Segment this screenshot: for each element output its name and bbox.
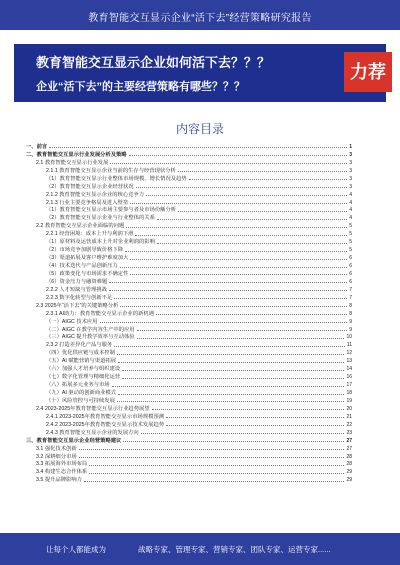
toc-entry-label: 2.3.1 AI助力：教育智能交互显示企业的新机遇 [46,310,155,317]
toc-entry-page: 1 [349,143,352,150]
toc-entry-page: 22 [346,421,352,428]
toc-entry-label: 2.4.3 教育智能交互显示企业的发展方向 [46,429,139,436]
toc-entry-label: （四）优化供应链与成本控制 [46,350,115,357]
toc-entry[interactable] [26,261,352,269]
toc-entry[interactable] [26,317,352,325]
toc-entry-page: 5 [349,239,352,246]
toc-entry-page: 6 [349,263,352,269]
toc-entry-page: 13 [346,358,352,365]
toc-entry[interactable] [26,229,352,237]
toc-leader-dots [110,163,347,164]
toc-leader-dots [156,314,347,315]
toc-leader-dots [166,425,344,426]
toc-entry[interactable] [26,190,352,198]
toc-entry[interactable] [26,166,352,174]
toc-entry-label: （1）教育智能交互显示行业整体市场规模、增长情况及趋势 [46,175,187,182]
toc-entry-label: （三）AIGC 提升教学效率与互动体验 [46,334,135,341]
toc-entry-label: 2.4.1 2023-2025年教育智能交互显示市场规模预测 [46,413,165,420]
toc-leader-dots [89,465,344,466]
toc-leader-dots [178,171,347,172]
toc-entry[interactable] [26,364,352,372]
banner-question-1: 教育智能交互显示企业如何活下去？？？ [36,55,271,70]
recommend-badge: 力荐 [344,52,392,92]
toc-leader-dots [89,473,344,474]
toc-leader-dots [141,433,345,434]
toc-entry-page: 6 [349,270,352,277]
toc-entry-label: 2.4 2023-2025年教育智能交互显示行业趋势展望 [36,405,150,412]
toc-entry[interactable] [26,444,352,452]
toc-entry[interactable] [26,269,352,277]
toc-entry[interactable] [26,340,352,348]
toc-entry[interactable] [26,420,352,428]
toc-entry-label: （九）AI 驱动的创新商业模式 [46,390,117,396]
toc-entry-page: 8 [349,302,352,309]
toc-entry-label: （七）数字化管理与精细化运营 [46,374,121,381]
toc-entry-page: 4 [349,215,352,222]
toc-leader-dots [125,251,347,252]
toc-leader-dots [137,338,345,339]
toc-entry-page: 10 [346,334,352,341]
toc-entry-label: （2）教育智能交互显示企业经营状况 [46,183,134,190]
toc-entry[interactable] [26,348,352,356]
toc-entry-label: 3.5 提升品牌影响力 [36,477,82,484]
toc-entry[interactable] [26,237,352,245]
toc-leader-dots [152,409,345,410]
toc-entry-page: 3 [349,151,352,158]
toc-leader-dots [157,243,347,244]
toc-entry-label: （2）市场竞争加剧导致价格下降 [46,247,124,254]
toc-entry-label: （6）资金压力与融资难题 [46,278,108,285]
toc-entry[interactable] [26,388,352,396]
toc-leader-dots [129,155,348,156]
toc-leader-dots [126,227,347,228]
toc-entry-label: 2.1.1 教育智能交互显示企业当前的生存与经营现状分析 [46,167,176,174]
toc-leader-dots [112,386,345,387]
toc-leader-dots [135,235,347,236]
toc-entry-page: 9 [349,326,352,333]
toc-entry[interactable] [26,277,352,285]
toc-entry-page: 3 [349,175,352,182]
toc-entry-page: 27 [346,445,352,452]
toc-entry[interactable] [26,285,352,293]
toc-entry[interactable] [26,150,352,158]
toc-entry-label: （1）原材料及运营成本上升对企业利润的影响 [46,239,155,246]
toc-entry-label: 2.2.3 数字化转型与创新不足 [46,294,113,301]
toc-entry-page: 20 [346,405,352,412]
toc-entry[interactable] [26,396,352,404]
toc-entry-label: （五）AI 赋能营销与渠道拓展 [46,358,117,365]
toc-entry[interactable] [26,460,352,468]
toc-entry-page: 8 [349,310,352,317]
toc-leader-dots [123,441,344,442]
toc-entry-label: 3.3 拓展海外市场布局 [36,461,88,468]
toc-entry-label: （3）渠道拓展及客户维护难度加大 [46,255,129,262]
toc-entry[interactable] [26,293,352,301]
toc-entry[interactable] [26,301,352,309]
toc-entry-page: 14 [346,366,352,373]
toc-entry-page: 5 [349,247,352,254]
toc-entry[interactable] [26,333,352,341]
toc-entry-page: 12 [346,350,352,357]
toc-entry-page: 27 [346,437,352,444]
toc-leader-dots [130,203,347,204]
toc-entry[interactable] [26,380,352,388]
toc-entry-page: 16 [346,374,352,381]
toc-entry-label: （二）AIGC 在教学内容生产中的应用 [46,326,135,333]
toc-entry-page: 7 [349,286,352,293]
toc-entry[interactable] [26,467,352,475]
toc-entry[interactable] [26,372,352,380]
toc-entry[interactable] [26,325,352,333]
toc-entry-page: 11 [346,342,352,349]
toc-leader-dots [146,195,347,196]
toc-leader-dots [122,370,344,371]
toc-entry[interactable] [26,142,352,150]
toc-entry-label: 三、教育智能交互显示企业经营策略建议 [26,437,122,444]
toc-entry-page: 5 [349,231,352,238]
footer-bar [0,533,400,565]
toc-leader-dots [157,219,347,220]
toc-leader-dots [79,457,345,458]
toc-leader-dots [49,147,347,148]
toc-entry-label: 2.4.2 2023-2025年教育智能交互显示技术发展趋势 [46,421,165,428]
toc-entry-page: 4 [349,191,352,198]
toc-entry[interactable] [26,309,352,317]
toc-entry-page: 21 [346,413,352,420]
toc-leader-dots [114,298,347,299]
toc-entry-label: （六）加强人才培养与组织建设 [46,366,121,373]
toc-entry-label: 2.2.1 经营困境：成本上升与利润下滑 [46,231,134,238]
toc-leader-dots [130,259,347,260]
toc-entry-label: 3.1 强化技术创新 [36,445,77,452]
toc-entry[interactable] [26,174,352,182]
toc-leader-dots [109,290,347,291]
toc-entry-label: 二、教育智能交互显示行业发展分析及策略 [26,151,127,158]
toc-entry-label: （1）教育智能交互显示市场主要参与者及市场份额分析 [46,207,177,214]
toc-entry-page: 3 [349,159,352,166]
toc-entry-page: 3 [349,183,352,190]
question-banner [14,44,386,102]
toc-entry[interactable] [26,253,352,261]
toc-entry[interactable] [26,182,352,190]
footer-slogan: 让每个人都能成为 [46,545,106,554]
toc-leader-dots [137,330,348,331]
toc-entry-page: 3 [349,167,352,174]
toc-leader-dots [109,282,347,283]
toc-entry-label: 3.2 深耕细分市场 [36,453,77,460]
table-of-contents [26,142,352,483]
toc-entry-label: 2.1.2 教育智能交互显示企业的核心竞争力 [46,191,145,198]
toc-entry-page: 29 [346,477,352,484]
toc-entry-page: 28 [346,461,352,468]
toc-entry-page: 5 [349,223,352,230]
toc-leader-dots [117,401,345,402]
report-title: 教育智能交互显示企业“活下去”经营策略研究报告 [88,13,312,24]
banner-question-2: 企业“活下去”的主要经营策略有哪些？？？ [36,81,245,93]
toc-entry[interactable] [26,428,352,436]
toc-leader-dots [118,394,344,395]
toc-entry-label: （八）拓展多元业务与市场 [46,382,110,389]
toc-entry[interactable] [26,404,352,412]
toc-entry-page: 28 [346,453,352,460]
toc-entry-page: 17 [346,382,352,389]
header-bar [0,0,400,30]
toc-entry-page: 29 [346,469,352,476]
footer-roles: 战略专家、管理专家、营销专家、团队专家、运营专家...... [138,545,331,554]
toc-entry[interactable] [26,412,352,420]
toc-entry[interactable] [26,206,352,214]
toc-entry-label: 3.4 构建生态合作体系 [36,469,88,476]
toc-entry-page: 4 [349,199,352,206]
toc-entry[interactable] [26,245,352,253]
toc-entry-label: 2.3.2 打造差异化产品与服务 [46,342,113,349]
toc-entry[interactable] [26,452,352,460]
toc-entry[interactable] [26,436,352,444]
toc-entry-label: 2.2.2 人才短缺与管理挑战 [46,286,107,293]
toc-leader-dots [117,354,345,355]
toc-entry-label: 一、前言 [26,143,48,150]
toc-leader-dots [166,417,344,418]
toc-leader-dots [136,187,348,188]
toc-entry-label: 2.1 教育智能交互显示行业发展 [36,159,109,166]
toc-entry[interactable] [26,158,352,166]
toc-entry-page: 19 [346,397,352,404]
toc-entry-label: 2.2 教育智能交互显示企业面临的问题 [36,223,125,230]
toc-entry[interactable] [26,213,352,221]
toc-entry-label: （十）风险管控与可持续发展 [46,397,115,404]
toc-entry-label: （一）AIGC 技术应用 [46,318,98,325]
toc-entry-page: 7 [349,294,352,301]
toc-entry[interactable] [26,356,352,364]
toc-entry-label: （4）技术迭代与产品创新压力 [46,263,118,269]
toc-leader-dots [84,481,345,482]
toc-leader-dots [100,322,348,323]
toc-entry[interactable] [26,475,352,483]
toc-title: 内容目录 [175,122,224,136]
toc-leader-dots [178,211,347,212]
toc-leader-dots [118,362,344,363]
toc-entry-page: 6 [349,255,352,262]
toc-leader-dots [114,346,345,347]
toc-entry-label: （2）教育智能交互显示企业与行业整体的关系 [46,215,155,222]
toc-entry-page: 6 [349,278,352,285]
toc-entry-label: 2.3 2025年“活下去”的关键策略分析 [36,302,119,309]
toc-entry-page: 18 [346,390,352,396]
toc-entry-label: 2.1.3 行业主要竞争格局及进入壁垒 [46,199,129,206]
toc-entry[interactable] [26,221,352,229]
toc-leader-dots [120,267,347,268]
toc-entry[interactable] [26,198,352,206]
toc-entry-page: 9 [349,318,352,325]
toc-entry-label: （5）政策变化与市场需求不确定性 [46,270,129,277]
toc-leader-dots [122,378,344,379]
toc-leader-dots [79,449,345,450]
toc-entry-page: 23 [346,429,352,436]
toc-leader-dots [130,274,347,275]
toc-leader-dots [120,306,347,307]
toc-leader-dots [189,179,348,180]
toc-entry-page: 4 [349,207,352,214]
